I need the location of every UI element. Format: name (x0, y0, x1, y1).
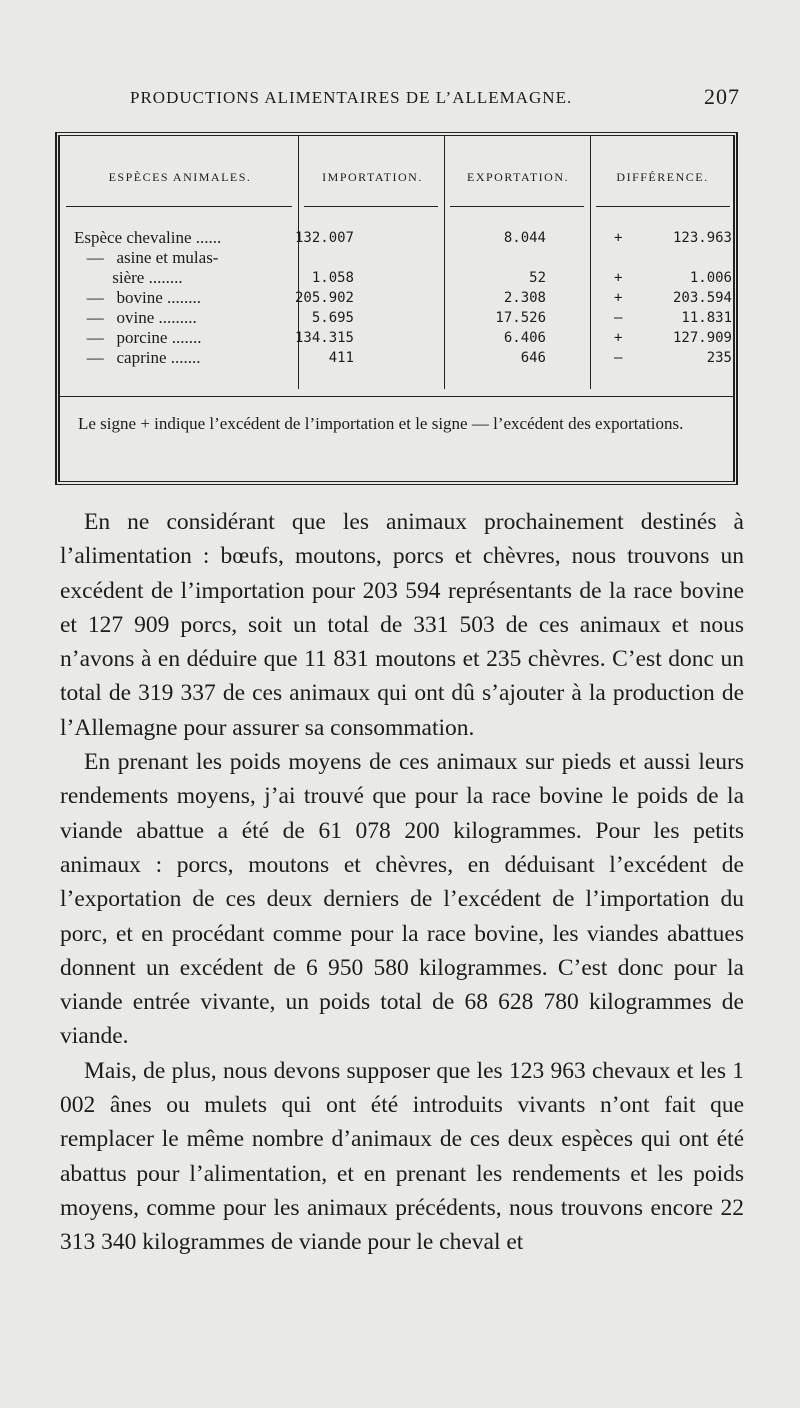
page-number: 207 (704, 84, 740, 109)
difference-cell (602, 268, 732, 288)
body-text (60, 505, 744, 1260)
exportation-value: 2.308 (503, 290, 546, 306)
table-row (74, 308, 734, 328)
exportation-value: 17.526 (495, 310, 546, 326)
exportation-value: 52 (529, 270, 546, 286)
table-body (74, 228, 734, 368)
paragraph: En ne considérant que les animaux prochainement destinés à l’alimentation : bœufs, moutons, porcs et chèvres, nous trouvons un excédent de l’importation pour 203 594 représentants de la race bovine et 127 909 porcs, soit un total de 331 503 de ces animaux et nous n’avons à en déduire que 11 831 moutons et 235 chèvres. C’est donc un total de 319 337 de ces animaux qui ont dû s’ajouter à la production de l’Allemagne pour assurer sa consommation. (60, 509, 744, 741)
paragraph: En prenant les poids moyens de ces animaux sur pieds et aussi leurs rendements moyens, j’ai trouvé que pour la race bovine le poids de la viande abattue a été de 61 078 200 kilogrammes. Pour les petits animaux : porcs, moutons et chèvres, en déduisant l’excédent de l’exportation de ces deux derniers de l’excédent de l’importation du porc, et en procédant comme pour la race bovine, les viandes abattues donnent un excédent de 6 950 580 kilogrammes. C’est donc pour la viande entrée vivante, un poids total de 68 628 780 kilogrammes de viande. (60, 749, 744, 1050)
table-row (74, 228, 734, 248)
paragraph: Mais, de plus, nous devons supposer que les 123 963 chevaux et les 1 002 ânes ou mulets qui ont été introduits vivants n’ont fait que remplacer le même nombre d’animaux de ces deux espèces qui ont été abattus pour l’alimentation, et en prenant les rendements et les poids moyens, comme pour les animaux précédents, nous trouvons encore 22 313 340 kilogrammes de viande pour le cheval et (60, 1057, 744, 1256)
difference-cell (602, 308, 732, 328)
importation-value: 5.695 (311, 310, 354, 326)
header-rule (450, 206, 584, 207)
livestock-table (55, 132, 738, 485)
note-rule (60, 396, 733, 397)
table-row (74, 288, 734, 308)
difference-value: 235 (706, 350, 732, 366)
header-rule (304, 206, 438, 207)
difference-sign: + (614, 330, 623, 346)
difference-cell (602, 348, 732, 368)
column-header-export: EXPORTATION. (467, 170, 569, 184)
species-label: Espèce chevaline ...... (74, 228, 222, 247)
species-label: — caprine ....... (74, 348, 201, 367)
header-rule (66, 206, 292, 207)
importation-value: 411 (328, 350, 354, 366)
column-header-difference: DIFFÉRENCE. (616, 170, 709, 184)
difference-sign: + (614, 270, 623, 286)
exportation-value: 6.406 (503, 330, 546, 346)
importation-value: 1.058 (311, 270, 354, 286)
difference-value: 203.594 (672, 290, 732, 306)
table-row (74, 268, 734, 288)
exportation-value: 646 (520, 350, 546, 366)
table-row (74, 248, 734, 268)
difference-sign: — (614, 310, 623, 326)
species-label: — ovine ......... (74, 308, 197, 327)
difference-cell (602, 328, 732, 348)
column-header-species: ESPÈCES ANIMALES. (108, 170, 252, 184)
table-note: Le signe + indique l’excédent de l’importation et le signe — l’excédent des exportations. (78, 414, 684, 433)
exportation-value: 8.044 (503, 230, 546, 246)
difference-cell (602, 288, 732, 308)
importation-value: 134.315 (294, 330, 354, 346)
column-header-import: IMPORTATION. (322, 170, 423, 184)
header-rule (596, 206, 730, 207)
table-row (74, 348, 734, 368)
table-row (74, 328, 734, 348)
difference-value: 127.909 (672, 330, 732, 346)
running-head (130, 84, 740, 109)
difference-sign: + (614, 290, 623, 306)
species-label: sière ........ (74, 268, 183, 287)
difference-value: 11.831 (681, 310, 732, 326)
species-label: — porcine ....... (74, 328, 202, 347)
difference-value: 1.006 (689, 270, 732, 286)
running-head-title: PRODUCTIONS ALIMENTAIRES DE L’ALLEMAGNE. (130, 88, 573, 107)
species-label: — bovine ........ (74, 288, 202, 307)
importation-value: 132.007 (294, 230, 354, 246)
species-label: — asine et mulas- (74, 248, 219, 267)
difference-value: 123.963 (672, 230, 732, 246)
difference-sign: + (614, 230, 623, 246)
difference-sign: — (614, 350, 623, 366)
difference-cell (602, 228, 732, 248)
importation-value: 205.902 (294, 290, 354, 306)
